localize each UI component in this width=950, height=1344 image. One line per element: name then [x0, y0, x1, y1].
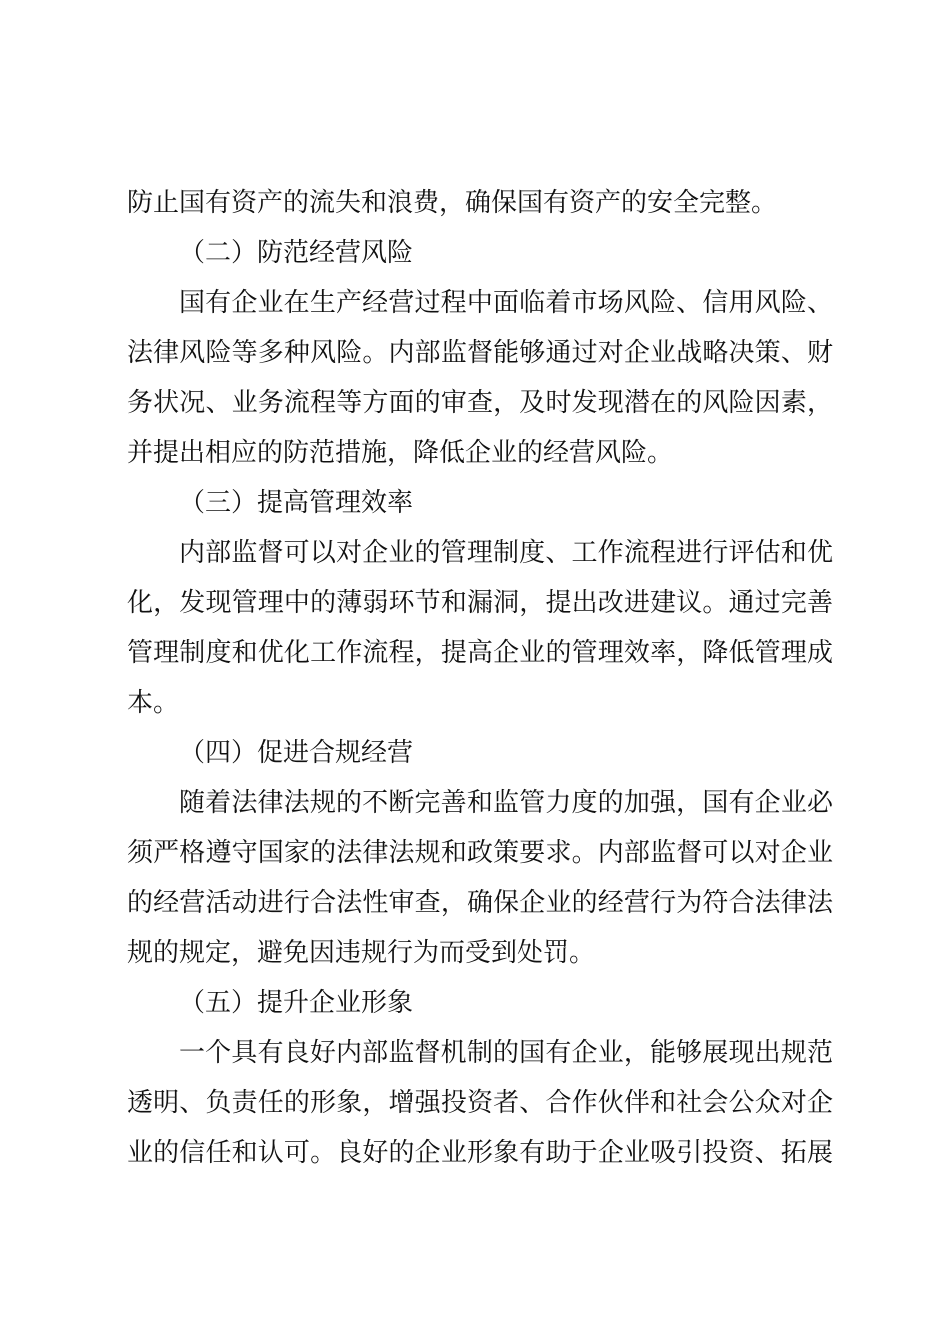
body-text-line: 法律风险等多种风险。内部监督能够通过对企业战略决策、财 — [127, 338, 833, 368]
section-heading-5: （五）提升企业形象 — [179, 988, 414, 1018]
document-body — [127, 178, 833, 1178]
body-text-line: 业的信任和认可。良好的企业形象有助于企业吸引投资、拓展 — [127, 1138, 833, 1168]
body-text-line: 管理制度和优化工作流程，提高企业的管理效率，降低管理成 — [127, 638, 833, 668]
body-text-line: 并提出相应的防范措施，降低企业的经营风险。 — [127, 438, 674, 468]
body-text-line: 随着法律法规的不断完善和监管力度的加强，国有企业必 — [179, 788, 833, 818]
body-text-line: 一个具有良好内部监督机制的国有企业，能够展现出规范 — [179, 1038, 833, 1068]
body-text-line: 内部监督可以对企业的管理制度、工作流程进行评估和优 — [179, 538, 833, 568]
body-text-line: 本。 — [127, 688, 180, 718]
body-text-line: 规的规定，避免因违规行为而受到处罚。 — [127, 938, 596, 968]
body-text-line: 的经营活动进行合法性审查，确保企业的经营行为符合法律法 — [127, 888, 833, 918]
body-text-line: 须严格遵守国家的法律法规和政策要求。内部监督可以对企业 — [127, 838, 833, 868]
body-text-line: 国有企业在生产经营过程中面临着市场风险、信用风险、 — [179, 288, 833, 318]
section-heading-4: （四）促进合规经营 — [179, 738, 414, 768]
section-heading-3: （三）提高管理效率 — [179, 488, 414, 518]
section-heading-2: （二）防范经营风险 — [179, 238, 414, 268]
body-text-line: 透明、负责任的形象，增强投资者、合作伙伴和社会公众对企 — [127, 1088, 833, 1118]
body-text-line: 化，发现管理中的薄弱环节和漏洞，提出改进建议。通过完善 — [127, 588, 833, 618]
body-text-line: 防止国有资产的流失和浪费，确保国有资产的安全完整。 — [127, 188, 778, 218]
body-text-line: 务状况、业务流程等方面的审查，及时发现潜在的风险因素， — [127, 388, 833, 418]
